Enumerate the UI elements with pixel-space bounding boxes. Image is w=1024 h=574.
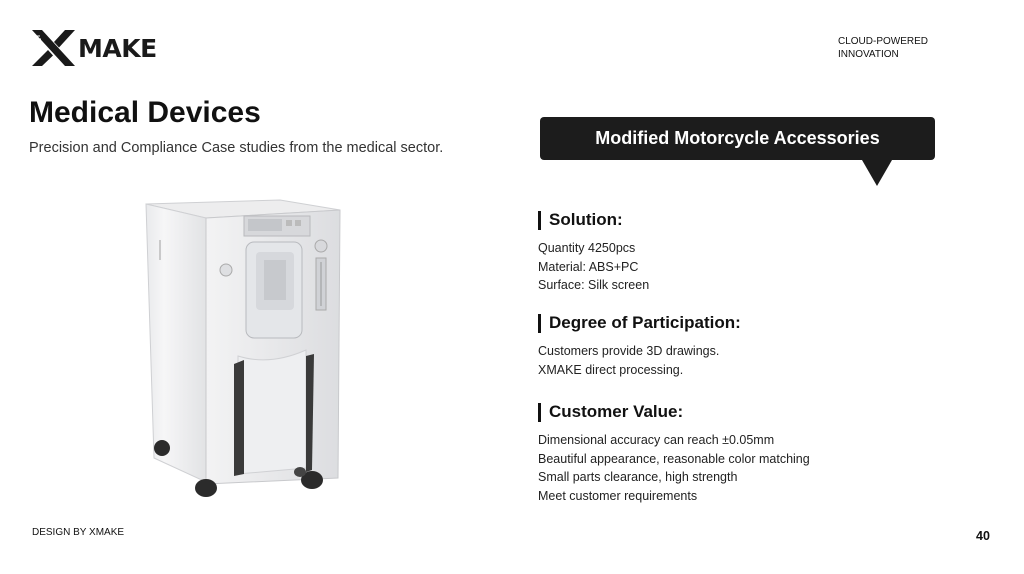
device-image	[140, 196, 350, 506]
section-heading	[538, 402, 810, 422]
section-heading-text: Customer Value:	[549, 402, 684, 421]
section-line: Quantity 4250pcs	[538, 241, 636, 255]
page-subtitle: Precision and Compliance Case studies from the medical sector.	[29, 140, 444, 156]
section-heading-text: Solution:	[549, 210, 623, 229]
section-line: Dimensional accuracy can reach ±0.05mm	[538, 433, 775, 447]
section-line: Small parts clearance, high strength	[538, 470, 738, 485]
section-line: Customers provide 3D drawings.	[538, 344, 720, 358]
participation-section	[538, 313, 741, 379]
section-heading	[538, 210, 649, 230]
customer-value-section	[538, 402, 810, 505]
project-banner	[540, 117, 935, 160]
tagline	[838, 35, 978, 61]
heading-bar	[538, 403, 541, 422]
banner-label: Modified Motorcycle Accessories	[595, 128, 880, 148]
page-number: 40	[976, 529, 990, 543]
section-line: Beautiful appearance, reasonable color matching	[538, 451, 810, 466]
section-line: Material: ABS+PC	[538, 259, 639, 274]
brand-logo	[32, 30, 157, 66]
section-line: Meet customer requirements	[538, 488, 698, 503]
section-line: Surface: Silk screen	[538, 278, 650, 293]
page-title: Medical Devices	[29, 96, 261, 129]
tagline-line: INNOVATION	[838, 49, 899, 60]
section-heading-text: Degree of Participation:	[549, 313, 741, 332]
banner-pointer	[862, 160, 892, 186]
tagline-line: CLOUD-POWERED	[838, 36, 929, 47]
x-logo-icon	[32, 30, 76, 66]
brand-name: MAKE	[78, 33, 157, 63]
footer-credit: DESIGN BY XMAKE	[32, 527, 125, 538]
solution-section	[538, 210, 649, 295]
section-line: XMAKE direct processing.	[538, 362, 684, 377]
section-heading	[538, 313, 741, 333]
heading-bar	[538, 211, 541, 230]
heading-bar	[538, 314, 541, 333]
